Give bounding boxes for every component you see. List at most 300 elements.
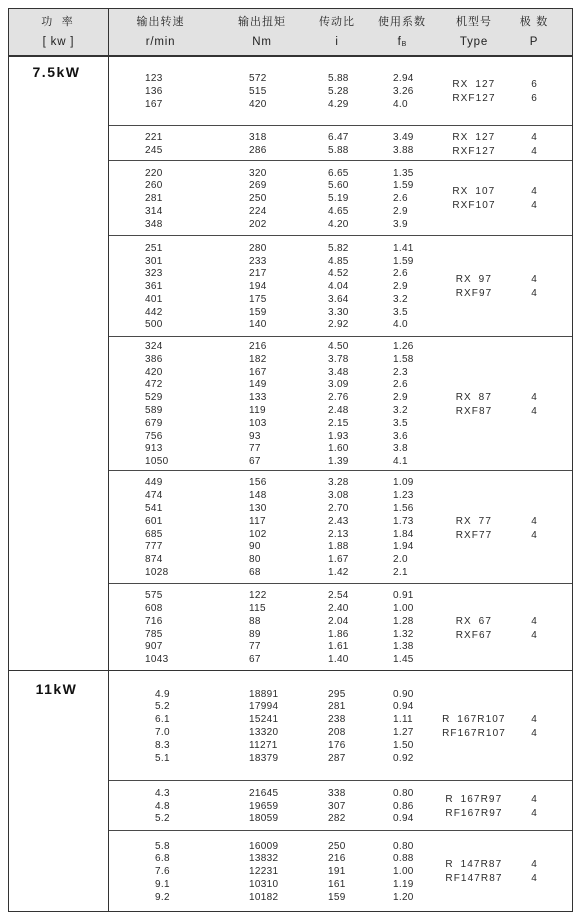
ratio-cell: 1.60 bbox=[328, 443, 349, 455]
service-factor-cell: 2.94 bbox=[393, 73, 414, 85]
torque-cell: 80 bbox=[249, 554, 261, 566]
speed-cell: 500 bbox=[145, 319, 163, 331]
model-type-cell bbox=[442, 73, 506, 111]
model-type bbox=[456, 391, 493, 419]
speed-cell: 221 bbox=[145, 131, 163, 143]
poles-value: 6 bbox=[531, 93, 537, 105]
service-factor-cell: 0.94 bbox=[393, 813, 414, 825]
speed-cell: 260 bbox=[145, 180, 163, 192]
service-factor-subscript: B bbox=[401, 41, 407, 48]
service-factor-cell: 0.86 bbox=[393, 800, 414, 812]
speed-cell: 220 bbox=[145, 167, 163, 179]
torque-cell: 119 bbox=[249, 405, 266, 416]
torque-cell: 77 bbox=[249, 443, 261, 455]
service-factor-cell: 1.26 bbox=[393, 341, 414, 353]
torque-cell: 233 bbox=[249, 255, 267, 267]
speed-cell: 314 bbox=[145, 205, 163, 217]
header-filler bbox=[562, 9, 572, 55]
model-type-cell bbox=[442, 341, 506, 469]
speed-cell: 136 bbox=[145, 86, 163, 98]
ratio-cell: 2.04 bbox=[328, 615, 349, 627]
speed-cell: 9.1 bbox=[155, 878, 170, 890]
header-torque bbox=[212, 9, 312, 55]
poles-value: 4 bbox=[531, 515, 537, 527]
service-factor-cell: 3.88 bbox=[393, 144, 414, 156]
service-factor-cell: 1.38 bbox=[393, 641, 414, 653]
model-group bbox=[109, 584, 572, 670]
ratio-cell: 4.50 bbox=[328, 341, 349, 353]
header-torque-label: 输出扭矩 bbox=[238, 15, 286, 28]
model-group bbox=[109, 471, 572, 584]
service-factor-cell: 0.88 bbox=[393, 853, 414, 865]
service-factor-cell: 0.90 bbox=[393, 688, 414, 700]
torque-cell: 280 bbox=[249, 242, 267, 254]
torque-cell: 133 bbox=[249, 392, 267, 404]
service-factor-cell: 2.6 bbox=[393, 193, 408, 205]
ratio-cell: 2.76 bbox=[328, 392, 349, 404]
header-poles-unit: P bbox=[529, 36, 539, 48]
header-ratio bbox=[312, 9, 362, 55]
ratio-cell: 1.93 bbox=[328, 430, 349, 442]
speed-cell: 6.1 bbox=[155, 714, 170, 726]
speed-cell: 4.9 bbox=[155, 688, 170, 700]
ratio-cell: 3.09 bbox=[328, 379, 349, 391]
speed-cell: 281 bbox=[145, 193, 163, 205]
service-factor-cell: 0.80 bbox=[393, 787, 414, 799]
header-power bbox=[9, 9, 109, 55]
model-type bbox=[452, 185, 495, 213]
header-power-unit: [ kw ] bbox=[42, 36, 75, 48]
model-type bbox=[445, 858, 502, 886]
ratio-cell: 1.67 bbox=[328, 554, 349, 566]
torque-cell: 11271 bbox=[249, 739, 278, 751]
speed-cell: 324 bbox=[145, 341, 163, 353]
service-factor-cell: 1.09 bbox=[393, 477, 414, 489]
torque-cell: 159 bbox=[249, 306, 267, 318]
service-factor-cell: 3.6 bbox=[393, 430, 408, 442]
torque-cell: 140 bbox=[249, 319, 267, 331]
service-factor-cell: 1.45 bbox=[393, 654, 414, 666]
ratio-cell: 4.65 bbox=[328, 205, 349, 217]
model-groups bbox=[109, 671, 572, 911]
power-section bbox=[9, 57, 572, 671]
service-factor-cell: 1.41 bbox=[393, 242, 414, 254]
ratio-cell: 3.30 bbox=[328, 306, 349, 318]
speed-cell: 1050 bbox=[145, 456, 169, 468]
power-section bbox=[9, 671, 572, 911]
speed-cell: 601 bbox=[145, 515, 163, 527]
model-group bbox=[109, 57, 572, 126]
torque-cell: 67 bbox=[249, 654, 261, 666]
torque-cell: 515 bbox=[249, 86, 267, 98]
model-type-line: RX 77 bbox=[455, 515, 492, 527]
torque-cell: 13320 bbox=[249, 727, 279, 738]
service-factor-cell: 2.6 bbox=[393, 268, 408, 280]
poles-value: 6 bbox=[531, 79, 537, 91]
speed-cell: 9.2 bbox=[155, 891, 170, 903]
speed-cell: 6.8 bbox=[155, 853, 170, 865]
service-factor-cell: 3.8 bbox=[393, 443, 408, 455]
model-group bbox=[109, 236, 572, 337]
ratio-cell: 2.40 bbox=[328, 602, 349, 614]
poles-value: 4 bbox=[531, 406, 537, 417]
speed-cell: 589 bbox=[145, 405, 163, 416]
speed-cell: 301 bbox=[145, 255, 163, 267]
model-group bbox=[109, 781, 572, 831]
header-speed-unit: r/min bbox=[145, 36, 176, 48]
poles-cell bbox=[506, 73, 562, 111]
header-service-factor-unit bbox=[362, 32, 442, 52]
service-factor-cell: 1.23 bbox=[393, 490, 414, 502]
service-factor-cell: 1.19 bbox=[393, 878, 414, 890]
torque-cell: 89 bbox=[249, 628, 261, 640]
power-label: 11kW bbox=[9, 671, 109, 911]
service-factor-cell: 4.1 bbox=[393, 456, 408, 468]
service-factor-cell: 1.50 bbox=[393, 739, 414, 751]
speed-cell: 251 bbox=[145, 242, 163, 254]
model-type bbox=[452, 78, 495, 106]
torque-cell: 420 bbox=[249, 98, 267, 110]
torque-cell: 148 bbox=[249, 490, 267, 502]
ratio-cell: 4.52 bbox=[328, 268, 349, 280]
service-factor-cell: 1.11 bbox=[393, 714, 413, 726]
torque-cell: 217 bbox=[249, 268, 267, 280]
header-ratio-unit: i bbox=[335, 36, 339, 48]
service-factor-cell: 1.94 bbox=[393, 541, 414, 553]
service-factor-cell: 3.5 bbox=[393, 306, 408, 318]
model-type-line: R 167R107 bbox=[442, 714, 506, 725]
speed-cell: 442 bbox=[145, 306, 163, 318]
poles-value: 4 bbox=[531, 288, 537, 300]
poles-value: 4 bbox=[531, 859, 537, 871]
model-type-line: RX 107 bbox=[452, 186, 496, 198]
poles-value: 4 bbox=[531, 728, 537, 739]
ratio-cell: 6.47 bbox=[328, 131, 349, 143]
service-factor-cell: 3.26 bbox=[393, 86, 414, 98]
ratio-cell: 2.54 bbox=[328, 590, 349, 602]
service-factor-cell: 1.84 bbox=[393, 528, 414, 540]
speed-cell: 7.0 bbox=[155, 727, 170, 738]
torque-cell: 269 bbox=[249, 180, 267, 192]
torque-cell: 13832 bbox=[249, 853, 279, 865]
ratio-cell: 307 bbox=[328, 800, 346, 812]
speed-cell: 474 bbox=[145, 490, 163, 502]
torque-cell: 102 bbox=[249, 528, 267, 540]
speed-cell: 1043 bbox=[145, 654, 169, 666]
ratio-cell: 2.15 bbox=[328, 417, 349, 429]
model-type-line: RX 67 bbox=[455, 615, 492, 627]
poles-value: 4 bbox=[531, 629, 537, 641]
header-power-label: 功 率 bbox=[41, 15, 76, 28]
model-group bbox=[109, 126, 572, 161]
torque-cell: 117 bbox=[249, 515, 266, 527]
service-factor-cell: 1.73 bbox=[393, 515, 414, 527]
ratio-cell: 250 bbox=[328, 840, 346, 852]
speed-cell: 5.8 bbox=[155, 840, 170, 852]
ratio-cell: 4.04 bbox=[328, 281, 349, 293]
model-type-cell bbox=[442, 590, 506, 667]
poles-cell bbox=[506, 477, 562, 579]
service-factor-cell: 1.20 bbox=[393, 891, 414, 903]
header-poles bbox=[506, 9, 562, 55]
poles-cell bbox=[506, 788, 562, 826]
service-factor-symbol: f bbox=[397, 36, 402, 48]
service-factor-cell: 4.0 bbox=[393, 319, 408, 331]
torque-cell: 10310 bbox=[249, 878, 279, 890]
torque-cell: 18379 bbox=[249, 752, 279, 764]
service-factor-cell: 3.2 bbox=[393, 293, 408, 305]
service-factor-cell: 2.9 bbox=[393, 205, 408, 217]
ratio-cell: 3.78 bbox=[328, 353, 349, 365]
torque-cell: 93 bbox=[249, 430, 261, 442]
ratio-cell: 1.39 bbox=[328, 456, 349, 468]
speed-cell: 401 bbox=[145, 293, 163, 305]
model-type-line: R 147R87 bbox=[445, 859, 503, 871]
speed-cell: 913 bbox=[145, 443, 163, 455]
torque-cell: 224 bbox=[249, 205, 267, 217]
ratio-cell: 2.13 bbox=[328, 528, 349, 540]
torque-cell: 68 bbox=[249, 566, 261, 578]
header-ratio-label: 传动比 bbox=[319, 15, 355, 28]
service-factor-cell: 4.0 bbox=[393, 98, 408, 110]
torque-cell: 16009 bbox=[249, 840, 279, 852]
torque-cell: 320 bbox=[249, 167, 267, 179]
model-type-line: RX 87 bbox=[455, 392, 492, 403]
torque-cell: 216 bbox=[249, 341, 267, 353]
service-factor-cell: 3.9 bbox=[393, 218, 408, 230]
ratio-cell: 191 bbox=[328, 866, 346, 878]
service-factor-cell: 1.58 bbox=[393, 353, 414, 365]
speed-cell: 4.3 bbox=[155, 787, 170, 799]
service-factor-cell: 2.9 bbox=[393, 281, 408, 293]
header-service-factor-label: 使用系数 bbox=[378, 15, 426, 28]
service-factor-cell: 3.5 bbox=[393, 417, 408, 429]
ratio-cell: 287 bbox=[328, 752, 346, 764]
model-type bbox=[445, 793, 502, 821]
ratio-cell: 2.92 bbox=[328, 319, 349, 331]
torque-cell: 17994 bbox=[249, 701, 279, 713]
poles-value: 4 bbox=[531, 615, 537, 627]
speed-cell: 608 bbox=[145, 602, 163, 614]
torque-cell: 90 bbox=[249, 541, 261, 553]
model-type-line: RXF107 bbox=[452, 200, 496, 212]
speed-cell: 756 bbox=[145, 430, 163, 442]
poles-cell bbox=[506, 132, 562, 158]
model-type-line: RXF77 bbox=[455, 529, 493, 541]
speed-cell: 716 bbox=[145, 615, 163, 627]
speed-cell: 8.3 bbox=[155, 739, 170, 751]
torque-cell: 318 bbox=[249, 131, 267, 143]
model-type-line: RF147R87 bbox=[445, 873, 503, 885]
model-type bbox=[452, 131, 495, 159]
table-header bbox=[9, 9, 572, 57]
model-type-cell bbox=[442, 689, 506, 766]
model-type-cell bbox=[442, 477, 506, 579]
poles-value: 4 bbox=[531, 145, 537, 157]
model-group bbox=[109, 161, 572, 236]
model-type-cell bbox=[442, 132, 506, 158]
header-service-factor bbox=[362, 9, 442, 55]
service-factor-cell: 1.32 bbox=[393, 628, 414, 640]
torque-cell: 67 bbox=[249, 456, 261, 468]
model-type-line: R 167R97 bbox=[445, 793, 503, 805]
ratio-cell: 238 bbox=[328, 714, 346, 726]
torque-cell: 202 bbox=[249, 218, 267, 230]
model-type-line: RX 97 bbox=[455, 274, 492, 286]
torque-cell: 88 bbox=[249, 615, 261, 627]
torque-cell: 15241 bbox=[249, 714, 279, 726]
ratio-cell: 161 bbox=[328, 878, 346, 890]
service-factor-cell: 1.56 bbox=[393, 502, 414, 514]
speed-cell: 1028 bbox=[145, 566, 169, 578]
header-type-label: 机型号 bbox=[456, 15, 492, 28]
model-type-cell bbox=[442, 243, 506, 333]
service-factor-cell: 1.28 bbox=[393, 615, 414, 627]
ratio-cell: 295 bbox=[328, 688, 346, 700]
speed-cell: 167 bbox=[145, 98, 163, 110]
speed-cell: 386 bbox=[145, 353, 163, 365]
speed-cell: 529 bbox=[145, 392, 163, 404]
poles-value: 4 bbox=[531, 807, 537, 819]
torque-cell: 103 bbox=[249, 417, 267, 429]
ratio-cell: 2.48 bbox=[328, 405, 349, 416]
model-type-line: RX 127 bbox=[452, 131, 496, 143]
poles-value: 4 bbox=[531, 200, 537, 212]
speed-cell: 541 bbox=[145, 502, 163, 514]
header-type-unit: Type bbox=[459, 36, 489, 48]
poles-cell bbox=[506, 341, 562, 469]
model-groups bbox=[109, 57, 572, 670]
ratio-cell: 3.08 bbox=[328, 490, 349, 502]
ratio-cell: 176 bbox=[328, 739, 346, 751]
service-factor-cell: 1.59 bbox=[393, 180, 414, 192]
poles-value: 4 bbox=[531, 274, 537, 286]
torque-cell: 572 bbox=[249, 73, 267, 85]
header-type bbox=[442, 9, 506, 55]
torque-cell: 122 bbox=[249, 590, 267, 602]
ratio-cell: 4.29 bbox=[328, 98, 349, 110]
speed-cell: 245 bbox=[145, 144, 163, 156]
ratio-cell: 4.20 bbox=[328, 218, 349, 230]
torque-cell: 250 bbox=[249, 193, 267, 205]
ratio-cell: 208 bbox=[328, 727, 346, 738]
ratio-cell: 3.48 bbox=[328, 366, 349, 378]
torque-cell: 18059 bbox=[249, 813, 279, 825]
torque-cell: 194 bbox=[249, 281, 267, 293]
power-label: 7.5kW bbox=[9, 57, 109, 670]
header-columns bbox=[109, 9, 572, 55]
poles-cell bbox=[506, 689, 562, 766]
model-type-cell bbox=[442, 841, 506, 905]
poles-value: 4 bbox=[531, 186, 537, 198]
header-speed bbox=[109, 9, 212, 55]
speed-cell: 323 bbox=[145, 268, 163, 280]
service-factor-cell: 1.00 bbox=[393, 602, 414, 614]
poles-cell bbox=[506, 590, 562, 667]
service-factor-cell: 1.59 bbox=[393, 255, 414, 267]
model-type bbox=[456, 615, 493, 643]
model-type-line: RF167R97 bbox=[445, 807, 503, 819]
torque-cell: 10182 bbox=[249, 891, 279, 903]
model-type bbox=[456, 515, 493, 543]
poles-cell bbox=[506, 841, 562, 905]
ratio-cell: 6.65 bbox=[328, 167, 349, 179]
ratio-cell: 1.86 bbox=[328, 628, 349, 640]
speed-cell: 5.2 bbox=[155, 813, 170, 825]
speed-cell: 575 bbox=[145, 590, 163, 602]
torque-cell: 156 bbox=[249, 477, 267, 489]
service-factor-cell: 2.3 bbox=[393, 366, 408, 378]
ratio-cell: 5.88 bbox=[328, 73, 349, 85]
gear-unit-selection-table bbox=[8, 8, 573, 912]
header-torque-unit: Nm bbox=[252, 36, 272, 48]
speed-cell: 4.8 bbox=[155, 800, 170, 812]
poles-cell bbox=[506, 168, 562, 232]
speed-cell: 5.1 bbox=[155, 752, 170, 764]
ratio-cell: 5.28 bbox=[328, 86, 349, 98]
ratio-cell: 3.28 bbox=[328, 477, 349, 489]
model-type bbox=[456, 273, 493, 301]
speed-cell: 361 bbox=[145, 281, 163, 293]
service-factor-cell: 3.49 bbox=[393, 131, 414, 143]
speed-cell: 685 bbox=[145, 528, 163, 540]
torque-cell: 167 bbox=[249, 366, 267, 378]
service-factor-cell: 2.1 bbox=[393, 566, 408, 578]
speed-cell: 874 bbox=[145, 554, 163, 566]
torque-cell: 149 bbox=[249, 379, 267, 391]
service-factor-cell: 0.91 bbox=[393, 590, 414, 602]
service-factor-cell: 0.80 bbox=[393, 840, 414, 852]
service-factor-cell: 1.00 bbox=[393, 866, 414, 878]
speed-cell: 7.6 bbox=[155, 866, 170, 878]
speed-cell: 348 bbox=[145, 218, 163, 230]
ratio-cell: 2.43 bbox=[328, 515, 349, 527]
torque-cell: 130 bbox=[249, 502, 267, 514]
ratio-cell: 159 bbox=[328, 891, 346, 903]
torque-cell: 175 bbox=[249, 293, 267, 305]
service-factor-cell: 0.92 bbox=[393, 752, 414, 764]
service-factor-cell: 1.27 bbox=[393, 727, 414, 738]
torque-cell: 12231 bbox=[249, 866, 279, 878]
service-factor-cell: 1.35 bbox=[393, 167, 414, 179]
poles-value: 4 bbox=[531, 529, 537, 541]
model-type bbox=[442, 713, 506, 741]
speed-cell: 420 bbox=[145, 366, 163, 378]
model-type-line: RXF67 bbox=[455, 629, 493, 641]
speed-cell: 907 bbox=[145, 641, 163, 653]
ratio-cell: 216 bbox=[328, 853, 346, 865]
torque-cell: 18891 bbox=[249, 688, 279, 700]
service-factor-cell: 3.2 bbox=[393, 405, 408, 416]
model-type-line: RXF87 bbox=[455, 406, 493, 417]
model-group bbox=[109, 337, 572, 471]
torque-cell: 182 bbox=[249, 353, 267, 365]
service-factor-cell: 2.9 bbox=[393, 392, 408, 404]
poles-value: 4 bbox=[531, 793, 537, 805]
service-factor-cell: 2.0 bbox=[393, 554, 408, 566]
model-type-cell bbox=[442, 168, 506, 232]
ratio-cell: 5.19 bbox=[328, 193, 349, 205]
torque-cell: 19659 bbox=[249, 800, 279, 812]
model-type-line: RXF127 bbox=[452, 93, 496, 105]
speed-cell: 785 bbox=[145, 628, 163, 640]
ratio-cell: 5.88 bbox=[328, 144, 349, 156]
model-type-line: RF167R107 bbox=[442, 728, 506, 739]
ratio-cell: 5.82 bbox=[328, 242, 349, 254]
ratio-cell: 4.85 bbox=[328, 255, 349, 267]
ratio-cell: 1.61 bbox=[328, 641, 349, 653]
ratio-cell: 338 bbox=[328, 787, 346, 799]
